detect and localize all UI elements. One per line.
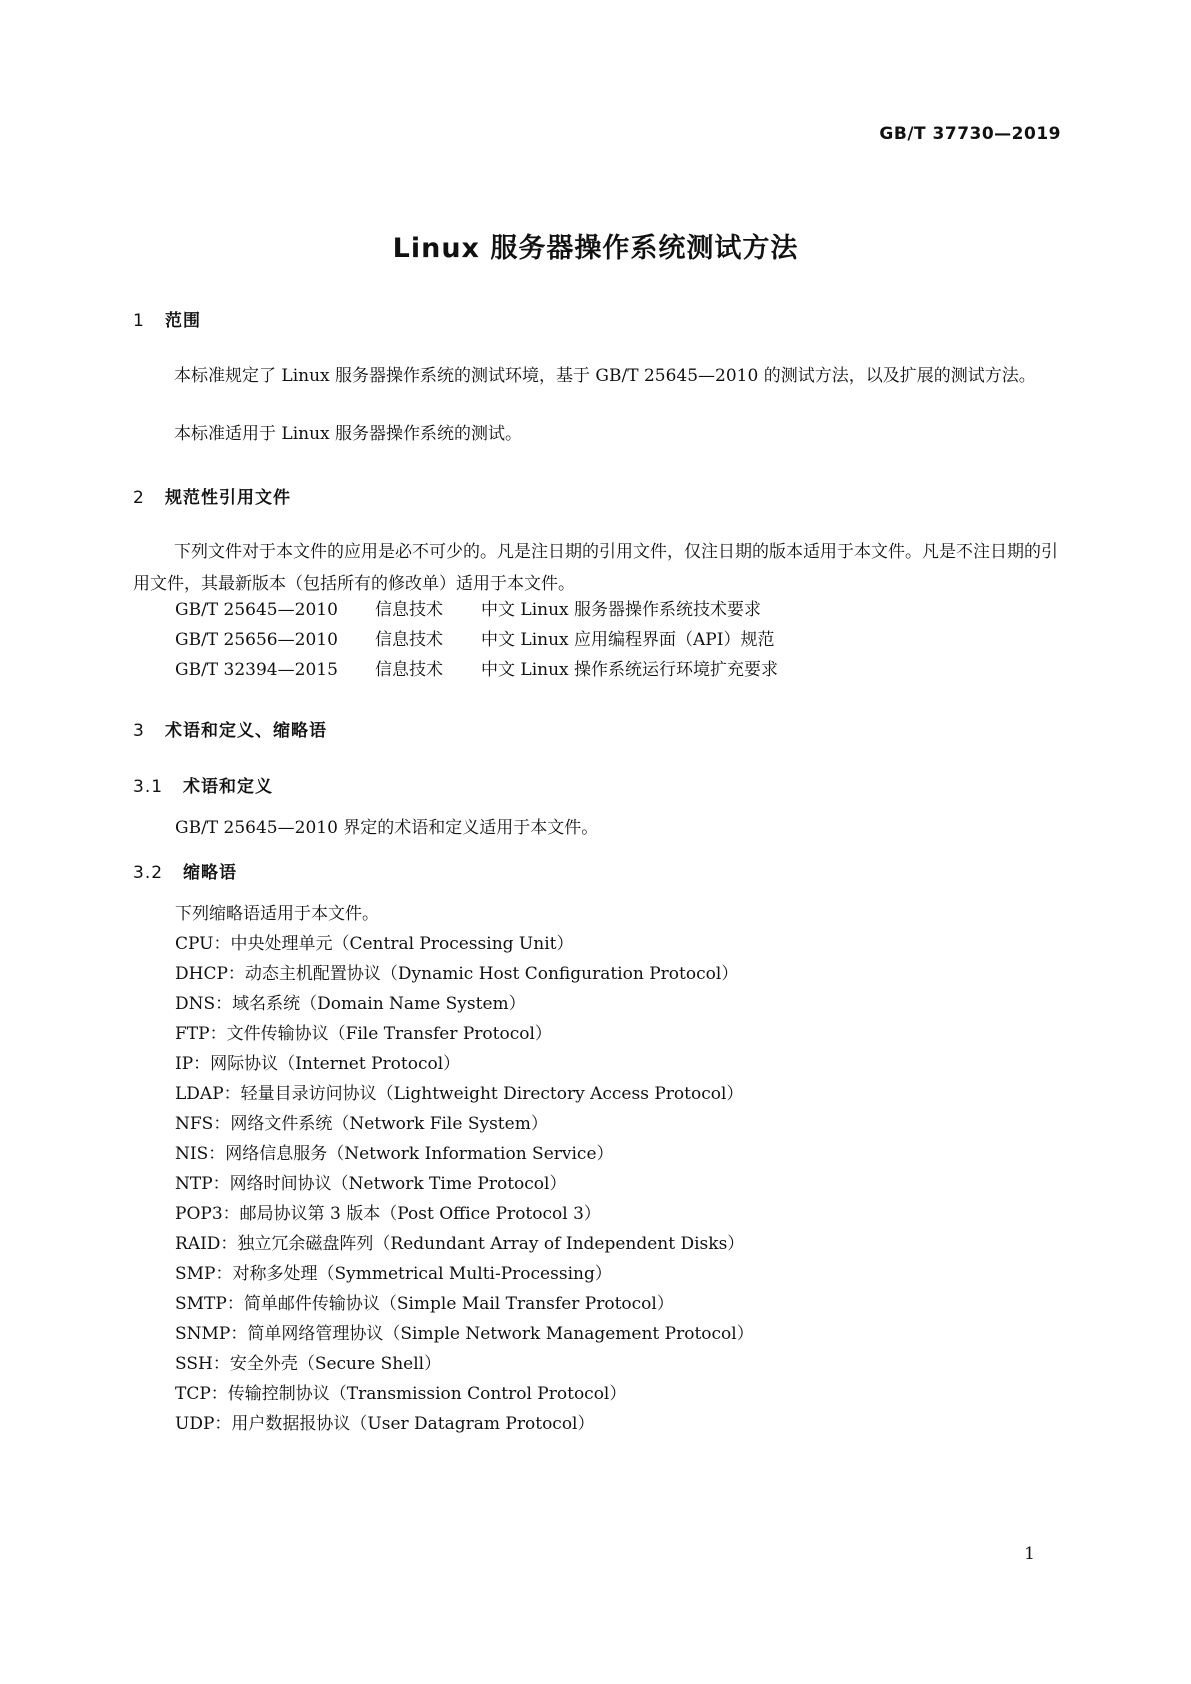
abbreviation-item: NIS：网络信息服务（Network Information Service） [175, 1144, 614, 1164]
abbreviation-item: DNS：域名系统（Domain Name System） [175, 994, 526, 1014]
abbreviation-item: SSH：安全外壳（Secure Shell） [175, 1354, 442, 1374]
reference-name: 中文 Linux 应用编程界面（API）规范 [481, 630, 775, 650]
abbreviation-item: DHCP：动态主机配置协议（Dynamic Host Configuration Protocol） [175, 964, 739, 984]
reference-item [175, 654, 778, 686]
terms-definition-text: GB/T 25645—2010 界定的术语和定义适用于本文件。 [175, 818, 599, 838]
section-3-heading [133, 716, 327, 741]
abbreviations-intro: 下列缩略语适用于本文件。 [175, 904, 379, 924]
reference-code: GB/T 25645—2010 [175, 600, 338, 620]
page-number: 1 [1024, 1544, 1035, 1564]
abbreviation-item: NFS：网络文件系统（Network File System） [175, 1114, 548, 1134]
section-number: 3.1 [133, 777, 164, 797]
abbreviation-item: SMP：对称多处理（Symmetrical Multi-Processing） [175, 1264, 612, 1284]
abbreviation-item: IP：网际协议（Internet Protocol） [175, 1054, 461, 1074]
reference-category: 信息技术 [375, 600, 443, 620]
abbreviation-item: FTP：文件传输协议（File Transfer Protocol） [175, 1024, 552, 1044]
section-number: 2 [133, 488, 145, 508]
abbreviation-item: SNMP：简单网络管理协议（Simple Network Management Protocol） [175, 1324, 754, 1344]
section-title: 规范性引用文件 [165, 488, 291, 508]
abbreviation-item: SMTP：简单邮件传输协议（Simple Mail Transfer Protocol） [175, 1294, 674, 1314]
abbreviation-item: UDP：用户数据报协议（User Datagram Protocol） [175, 1414, 595, 1434]
section-2-heading [133, 483, 291, 508]
section-title: 术语和定义 [183, 777, 273, 797]
scope-paragraph-2: 本标准适用于 Linux 服务器操作系统的测试。 [174, 424, 523, 444]
abbreviation-item: POP3：邮局协议第 3 版本（Post Office Protocol 3） [175, 1204, 601, 1224]
section-1-heading [133, 306, 201, 331]
abbreviation-item: CPU：中央处理单元（Central Processing Unit） [175, 934, 574, 954]
section-number: 3.2 [133, 863, 164, 883]
section-number: 3 [133, 721, 145, 741]
abbreviation-item: LDAP：轻量目录访问协议（Lightweight Directory Access Protocol） [175, 1084, 744, 1104]
abbreviation-item: NTP：网络时间协议（Network Time Protocol） [175, 1174, 567, 1194]
document-title: Linux 服务器操作系统测试方法 [392, 233, 799, 264]
standard-number: GB/T 37730—2019 [879, 124, 1061, 144]
section-title: 术语和定义、缩略语 [165, 721, 327, 741]
references-intro: 下列文件对于本文件的应用是必不可少的。凡是注日期的引用文件，仅注日期的版本适用于本文件。凡是不注日期的引用文件，其最新版本（包括所有的修改单）适用于本文件。 [133, 542, 1058, 594]
reference-name: 中文 Linux 服务器操作系统技术要求 [481, 600, 762, 620]
reference-item [175, 594, 761, 626]
section-3-2-heading [133, 858, 237, 883]
section-title: 缩略语 [183, 863, 237, 883]
reference-code: GB/T 32394—2015 [175, 660, 338, 680]
section-number: 1 [133, 311, 145, 331]
reference-category: 信息技术 [375, 630, 443, 650]
abbreviation-item: TCP：传输控制协议（Transmission Control Protocol） [175, 1384, 627, 1404]
abbreviation-item: RAID：独立冗余磁盘阵列（Redundant Array of Independent Disks） [175, 1234, 745, 1254]
reference-code: GB/T 25656—2010 [175, 630, 338, 650]
scope-paragraph-1: 本标准规定了 Linux 服务器操作系统的测试环境，基于 GB/T 25645—2010 的测试方法，以及扩展的测试方法。 [174, 366, 1036, 386]
reference-category: 信息技术 [375, 660, 443, 680]
section-3-1-heading [133, 772, 273, 797]
reference-name: 中文 Linux 操作系统运行环境扩充要求 [481, 660, 779, 680]
section-title: 范围 [165, 311, 201, 331]
reference-item [175, 624, 774, 656]
